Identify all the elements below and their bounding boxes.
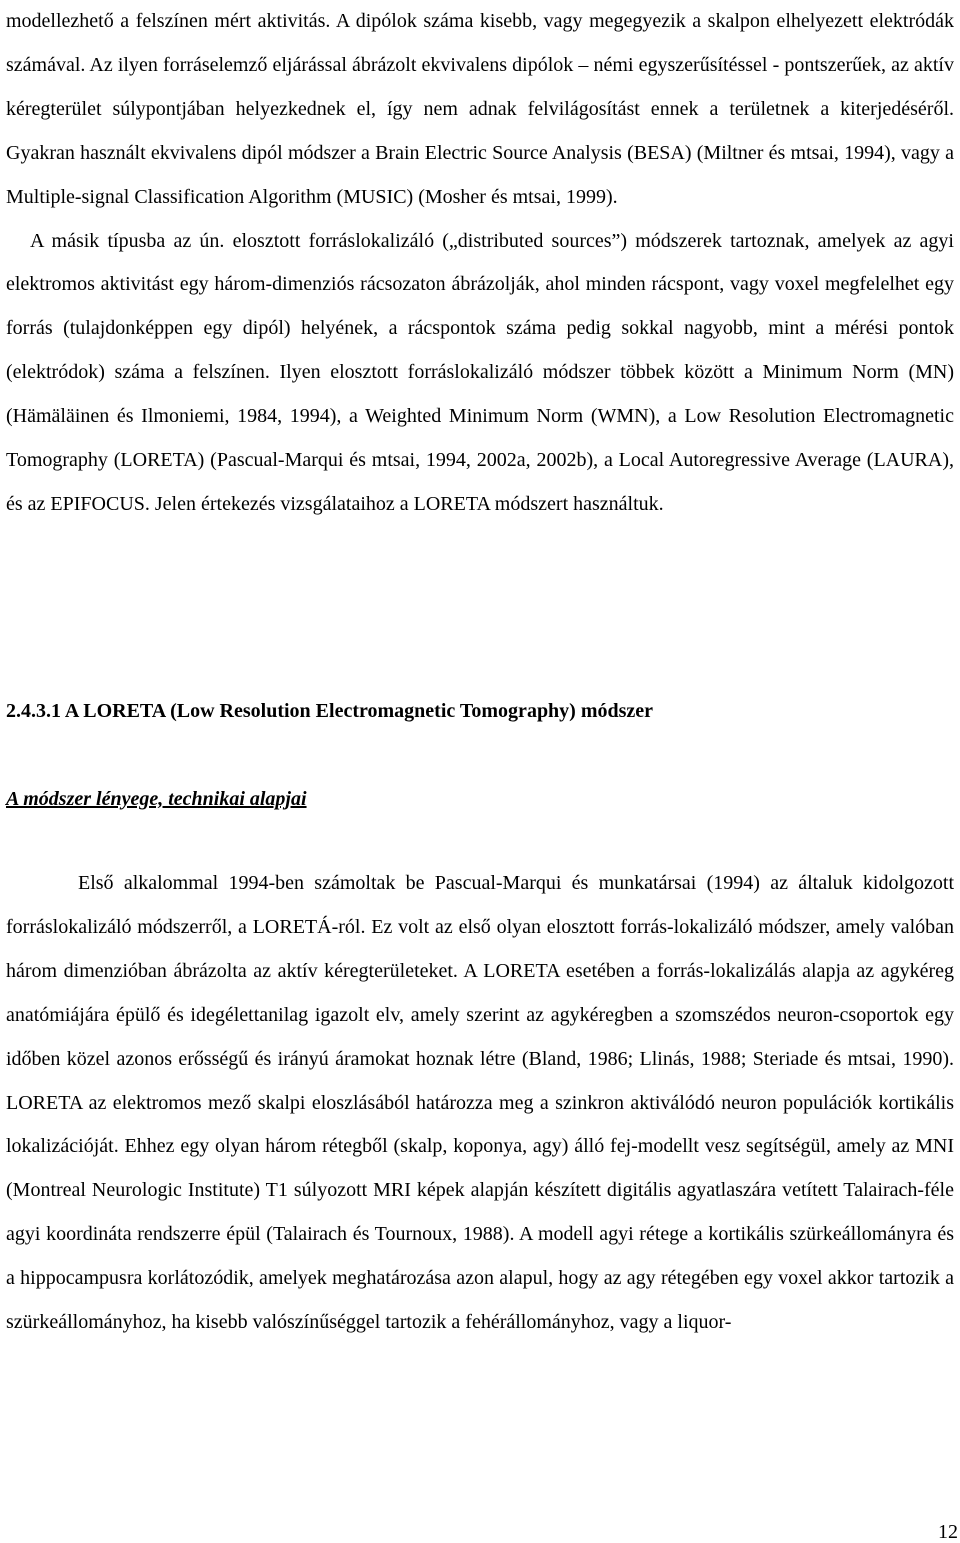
section-heading: 2.4.3.1 A LORETA (Low Resolution Electromagnetic Tomography) módszer	[6, 700, 654, 722]
page-number: 12	[938, 1521, 958, 1543]
paragraph-distributed-sources: A másik típusba az ún. elosztott forráslokalizáló („distributed sources”) módszerek tartoznak, amelyek az agyi elektromos aktivitást egy három-dimenziós rácsozaton ábrázolják, ahol minden rácspont, vagy voxel megfelelhet egy forrás (tulajdonképpen egy dipól) helyének, a rácspontok száma pedig sokkal nagyobb, mint a mérési pontok (elektródok) száma a felszínen. Ilyen elosztott forráslokalizáló módszer többek között a Minimum Norm (MN) (Hämäläinen és Ilmoniemi, 1984, 1994), a Weighted Minimum Norm (WMN), a Low Resolution Electromagnetic Tomography (LORETA) (Pascual-Marqui és mtsai, 1994, 2002a, 2002b), a Local Autoregressive Average (LAURA), és az EPIFOCUS. Jelen értekezés vizsgálataihoz a LORETA módszert használtuk.	[6, 229, 954, 515]
document-page	[6, 0, 954, 527]
subsection-heading: A módszer lényege, technikai alapjai	[6, 788, 307, 810]
paragraph-dipole-methods: modellezhető a felszínen mért aktivitás. A dipólok száma kisebb, vagy megegyezik a skalpon elhelyezett elektródák számával. Az ilyen forráselemző eljárással ábrázolt ekvivalens dipólok – némi egyszerűsítéssel - pontszerűek, az aktív kéregterület súlypontjában helyezkednek el, így nem adnak felvilágosítást ennek a területnek a kiterjedéséről. Gyakran használt ekvivalens dipól módszer a Brain Electric Source Analysis (BESA) (Miltner és mtsai, 1994), vagy a Multiple-signal Classification Algorithm (MUSIC) (Mosher és mtsai, 1999).	[6, 10, 954, 208]
paragraph-loreta-description: Első alkalommal 1994-ben számoltak be Pascual-Marqui és munkatársai (1994) az általuk kidolgozott forráslokalizáló módszerről, a LORETÁ-ról. Ez volt az első olyan elosztott forrás-lokalizáló módszer, amely valóban három dimenzióban ábrázolta az aktív kéregterületeket. A LORETA esetében a forrás-lokalizálás alapja az agykéreg anatómiájára épülő és idegélettanilag igazolt elv, amely szerint az agykéregben a szomszédos neuron-csoportok egy időben közel azonos erősségű és irányú áramokat hoznak létre (Bland, 1986; Llinás, 1988; Steriade és mtsai, 1990). LORETA az elektromos mező skalpi eloszlásából határozza meg a szinkron aktiválódó neuron populációk kortikális lokalizációját. Ehhez egy olyan három rétegből (skalp, koponya, agy) álló fej-modellt vesz segítségül, amely az MNI (Montreal Neurologic Institute) T1 súlyozott MRI képek alapján készített digitális agyatlaszára vetített Talairach-féle agyi koordináta rendszerre épül (Talairach és Tournoux, 1988). A modell agyi rétege a kortikális szürkeállományra és a hippocampusra korlátozódik, amelyek meghatározása azon alapul, hogy az agy rétegében egy voxel akkor tartozik a szürkeállományhoz, ha kisebb valószínűséggel tartozik a fehérállományhoz, vagy a liquor-	[6, 872, 954, 1334]
